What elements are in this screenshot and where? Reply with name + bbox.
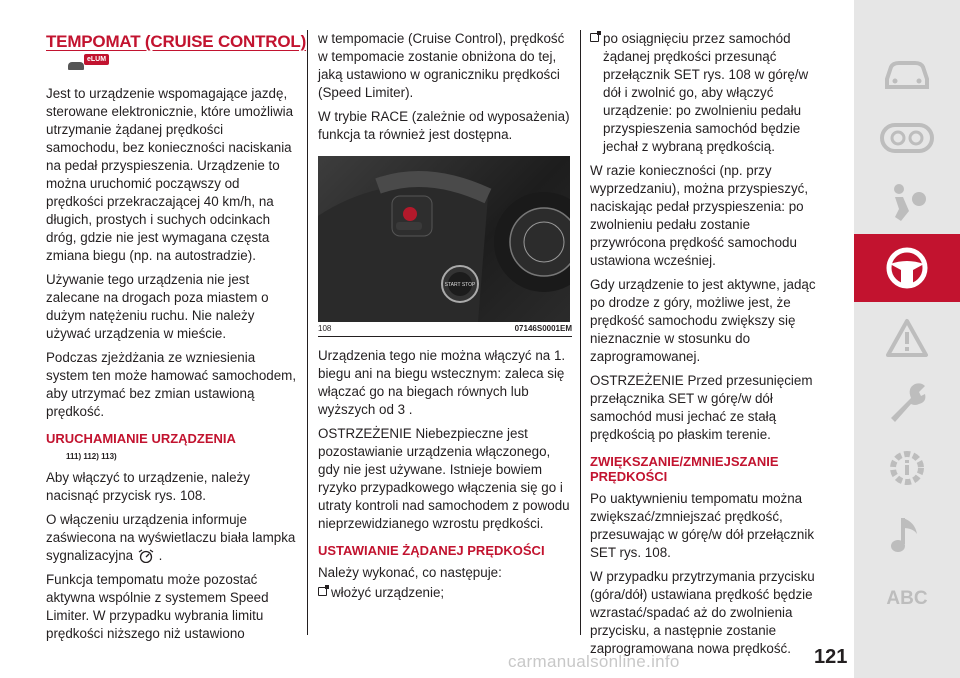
bullet-box-icon [318, 587, 327, 596]
column-3 [590, 30, 826, 664]
steering-wheel-photo [318, 156, 570, 322]
paragraph: W razie konieczności (np. przy wyprzedzaniu), można przyspieszyć, naciskając pedał przyspieszenia: po zwolnieniu pedału zostanie przywrócona prędkość samochodu ustawiona wcześniej. [590, 163, 809, 268]
bullet-item [590, 30, 826, 162]
page-title: TEMPOMAT (CRUISE CONTROL) [46, 32, 307, 51]
figure-number: 108 [318, 324, 332, 333]
column-divider [307, 30, 308, 635]
figure-code: 07146S0001EM [514, 324, 572, 333]
car-icon[interactable] [854, 44, 960, 104]
chapter-sidebar [854, 0, 960, 678]
section-heading-change-speed: ZWIĘKSZANIE/ZMNIEJSZANIE PRĘDKOŚCI [590, 454, 779, 484]
gear-info-icon[interactable] [854, 438, 960, 498]
wrench-icon[interactable] [854, 372, 960, 432]
bullet-text: włożyć urządzenie; [331, 585, 445, 600]
column-1 [46, 0, 307, 649]
gauge-icon[interactable] [854, 110, 960, 166]
paragraph: Funkcja tempomatu może pozostać aktywna wspólnie z systemem Speed Limiter. W przypadku wybrania limitu prędkości niższego niż ustawiono [46, 572, 269, 641]
paragraph: W trybie RACE (zależnie od wyposażenia) funkcja ta również jest dostępna. [318, 109, 570, 142]
paragraph [46, 511, 298, 565]
cruise-control-warning-icon [137, 549, 155, 563]
section-heading-set-speed: USTAWIANIE ŻĄDANEJ PRĘDKOŚCI [318, 543, 545, 558]
paragraph: Gdy urządzenie to jest aktywne, jadąc po drodze z góry, możliwe jest, że prędkość samochodu zwiększy się nieznacznie w stosunku do zaprogramowanej. [590, 277, 816, 364]
column-2 [318, 30, 572, 608]
car-mini-icon [68, 62, 84, 70]
paragraph: W przypadku przytrzymania przycisku (góra/dół) ustawiana prędkość będzie wzrastać/spadać aż do zwolnienia przycisku, a następnie zostanie zaprogramowana nowa prędkość. [590, 569, 815, 656]
paragraph: Jest to urządzenie wspomagające jazdę, sterowane elektronicznie, które umożliwia utrzymanie żądanej prędkości samochodu, bez konieczności naciskania na pedał przyspieszenia. Urządzenie to można uruchomić począwszy od prędkości przekraczającej 40 km/h, na długich, prostych i suchych odcinkach dróg, gdzie nie jest wymagana częsta zmiana biegu (np. na autostradzie). [46, 86, 294, 263]
steering-wheel-icon[interactable] [854, 234, 960, 302]
figure-caption [318, 322, 572, 337]
section-heading-activation: URUCHAMIANIE URZĄDZENIA [46, 431, 236, 446]
paragraph-text: O włączeniu urządzenia informuje zaświecona na wyświetlaczu biała lampka sygnalizacyjna [46, 512, 296, 563]
airbag-seat-icon[interactable] [854, 172, 960, 234]
steering-wheel-illustration [318, 156, 570, 322]
paragraph: w tempomacie (Cruise Control), prędkość w tempomacie zostanie obniżona do tej, jaką ustawiono w ograniczniku prędkości (Speed Limiter). [318, 31, 565, 100]
bullet-box-icon [590, 33, 599, 42]
paragraph: Urządzenia tego nie można włączyć na 1. biegu ani na biegu wstecznym: zaleca się włączać go na biegach równych lub wyższych od 3 . [318, 348, 566, 417]
paragraph-text: . [158, 548, 163, 563]
column-divider [580, 30, 581, 635]
paragraph: Używanie tego urządzenia nie jest zalecane na drogach poza miastem o dużym natężeniu ruchu. Nie należy używać urządzenia w mieście. [46, 272, 269, 341]
paragraph: Aby włączyć to urządzenie, należy nacisnąć przycisk rys. 108. [46, 470, 250, 503]
paragraph: Po uaktywnieniu tempomatu można zwiększać/zmniejszać prędkość, przesuwając w górę/w dół przełącznik SET rys. 108. [590, 491, 815, 560]
abc-index[interactable]: ABC [886, 588, 928, 609]
paragraph: Podczas zjeżdżania ze wzniesienia system ten może hamować samochodem, aby utrzymać bez zmian ustawioną prędkość. [46, 350, 297, 419]
elum-badge [68, 56, 298, 71]
warning-triangle-icon[interactable] [854, 310, 960, 366]
elum-label: eLUM [84, 54, 109, 65]
bullet-item [318, 584, 572, 608]
paragraph: OSTRZEŻENIE Przed przesunięciem przełącznika SET w górę/w dół samochód musi jechać ze stałą prędkością po płaskim terenie. [590, 373, 813, 442]
paragraph: Należy wykonać, co następuje: [318, 565, 502, 580]
bullet-text: po osiągnięciu przez samochód żądanej prędkości przesunąć przełącznik SET rys. 108 w górę/w dół i zwolnić go, aby włączyć urządzenie: po zwolnieniu pedału przyspieszenia samochód będzie jechał z wybraną prędkością. [603, 31, 809, 154]
start-stop-label: START STOP [444, 282, 476, 288]
music-note-icon[interactable] [854, 504, 960, 564]
paragraph: OSTRZEŻENIE Niebezpieczne jest pozostawianie urządzenia włączonego, gdy nie jest używane. Istnieje bowiem ryzyko przypadkowego włączenia się go i utraty kontroli nad samochodem z powodu nieprzewidzianego wzrostu prędkości. [318, 426, 570, 531]
watermark: carmanualsonline.info [508, 652, 680, 671]
page-number: 121 [814, 646, 848, 668]
reference-numbers: 111) 112) 113) [66, 452, 117, 461]
